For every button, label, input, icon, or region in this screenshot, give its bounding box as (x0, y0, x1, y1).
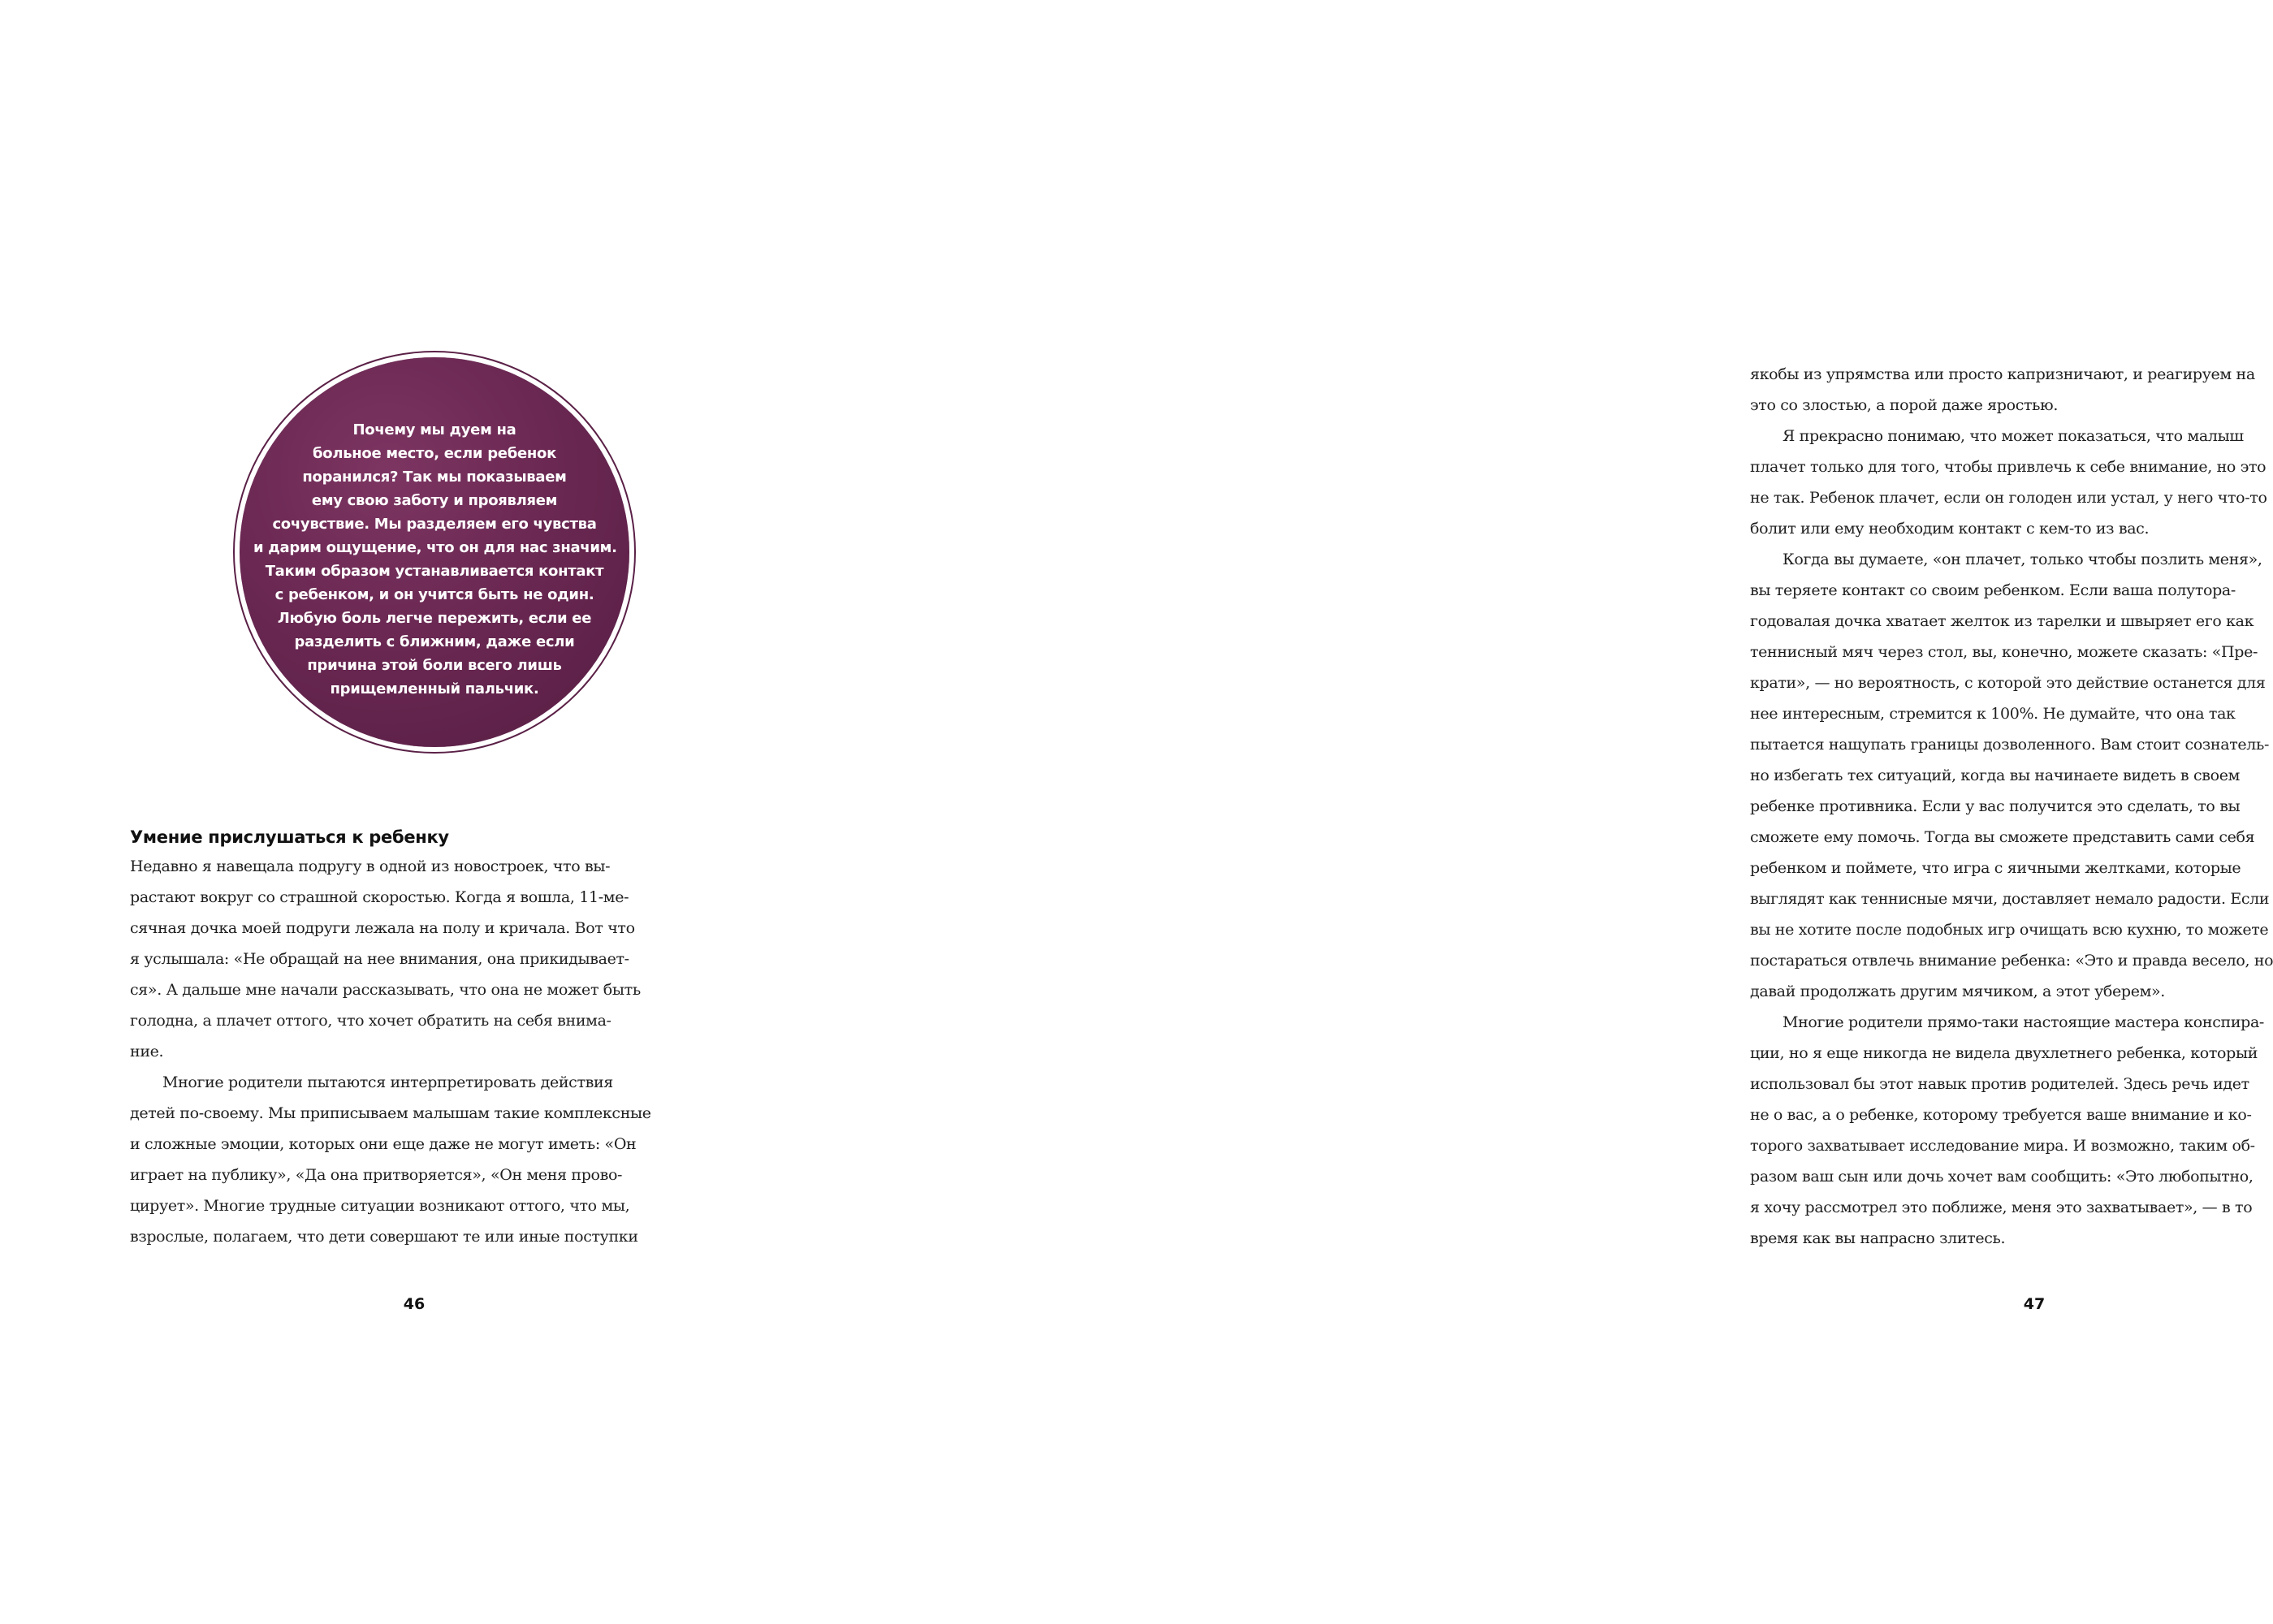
callout-line: и дарим ощущение, что он для нас значим. (253, 539, 617, 556)
text-line: детей по-своему. Мы приписываем малышам такие комплексные (130, 1104, 651, 1122)
text-line: якобы из упрямства или просто капризничают, и реагируем на (1750, 365, 2255, 383)
page-number: 47 (2023, 1295, 2046, 1313)
text-line: сможете ему помочь. Тогда вы сможете представить сами себя (1750, 828, 2255, 846)
text-line: годовалая дочка хватает желток из тарелки и швыряет его как (1750, 612, 2254, 630)
callout-text (253, 418, 616, 701)
text-line: плачет только для того, чтобы привлечь к себе внимание, но это (1750, 458, 2267, 476)
text-line: крати», — но вероятность, с которой это действие останется для (1750, 674, 2266, 692)
left-page (0, 0, 812, 1624)
text-line: ребенком и поймете, что игра с яичными желтками, которые (1750, 859, 2241, 877)
right-body-text (1750, 359, 2273, 1254)
text-line: голодна, а плачет оттого, что хочет обратить на себя внима- (130, 1012, 611, 1030)
callout-line: разделить с ближним, даже если (294, 633, 575, 650)
text-line: нее интересным, стремится к 100%. Не думайте, что она так (1750, 705, 2236, 723)
text-line: время как вы напрасно злитесь. (1750, 1229, 2006, 1247)
text-line: пытается нащупать границы дозволенного. Вам стоит сознатель- (1750, 736, 2270, 754)
callout-line: с ребенком, и он учится быть не один. (274, 586, 594, 603)
text-line: ребенке противника. Если у вас получится это сделать, то вы (1750, 797, 2241, 815)
text-line: цирует». Многие трудные ситуации возникают оттого, что мы, (130, 1197, 630, 1215)
callout-line: Таким образом устанавливается контакт (265, 563, 604, 580)
text-line: ции, но я еще никогда не видела двухлетнего ребенка, который (1750, 1044, 2258, 1062)
text-line: торого захватывает исследование мира. И возможно, таким об- (1750, 1137, 2255, 1155)
text-line: болит или ему необходим контакт с кем-то из вас. (1750, 520, 2150, 538)
text-line: я хочу рассмотрел это поближе, меня это захватывает», — в то (1750, 1199, 2253, 1216)
text-line: разом ваш сын или дочь хочет вам сообщить: «Это любопытно, (1750, 1168, 2254, 1186)
callout-line: причина этой боли всего лишь (307, 657, 562, 674)
text-line: вы не хотите после подобных игр очищать всю кухню, то можете (1750, 921, 2269, 939)
text-line: я услышала: «Не обращай на нее внимания, она прикидывает- (130, 950, 629, 968)
page-number: 46 (403, 1295, 426, 1313)
callout-line: поранился? Так мы показываем (302, 469, 567, 486)
callout-line: ему свою заботу и проявляем (311, 492, 558, 509)
callout-line: прищемленный пальчик. (330, 680, 539, 698)
text-line: постараться отвлечь внимание ребенка: «Это и правда весело, но (1750, 952, 2273, 970)
text-line: взрослые, полагаем, что дети совершают те или иные поступки (130, 1228, 638, 1246)
text-line: Многие родители прямо-таки настоящие мастера конспира- (1783, 1013, 2264, 1031)
text-line: Когда вы думаете, «он плачет, только чтобы позлить меня», (1783, 551, 2262, 568)
text-line: использовал бы этот навык против родителей. Здесь речь идет (1750, 1075, 2249, 1093)
text-line: растают вокруг со страшной скоростью. Когда я вошла, 11-ме- (130, 888, 629, 906)
text-line: вы теряете контакт со своим ребенком. Если ваша полутора- (1750, 581, 2236, 599)
left-body-text (130, 851, 651, 1252)
right-page (812, 0, 2273, 1624)
section-heading: Умение прислушаться к ребенку (130, 827, 449, 847)
text-line: и сложные эмоции, которых они еще даже не могут иметь: «Он (130, 1135, 637, 1153)
text-line: ние. (130, 1043, 164, 1060)
text-line: но избегать тех ситуаций, когда вы начинаете видеть в своем (1750, 767, 2241, 784)
callout-line: сочувствие. Мы разделяем его чувства (272, 516, 597, 533)
text-line: это со злостью, а порой даже яростью. (1750, 396, 2059, 414)
callout-line: Почему мы дуем на (352, 421, 516, 438)
text-line: сячная дочка моей подруги лежала на полу и кричала. Вот что (130, 919, 635, 937)
text-line: Я прекрасно понимаю, что может показаться, что малыш (1783, 427, 2244, 445)
callout-line: Любую боль легче пережить, если ее (277, 610, 592, 627)
callout-line: больное место, если ребенок (312, 445, 556, 462)
text-line: Недавно я навещала подругу в одной из новостроек, что вы- (130, 857, 611, 875)
text-line: теннисный мяч через стол, вы, конечно, можете сказать: «Пре- (1750, 643, 2258, 661)
text-line: не так. Ребенок плачет, если он голоден или устал, у него что-то (1750, 489, 2267, 507)
text-line: играет на публику», «Да она притворяется», «Он меня прово- (130, 1166, 623, 1184)
text-line: выглядят как теннисные мячи, доставляет немало радости. Если (1750, 890, 2270, 908)
text-line: Многие родители пытаются интерпретировать действия (162, 1073, 613, 1091)
text-line: давай продолжать другим мячиком, а этот уберем». (1750, 983, 2165, 1000)
text-line: ся». А дальше мне начали рассказывать, что она не может быть (130, 981, 641, 999)
text-line: не о вас, а о ребенке, которому требуется ваше внимание и ко- (1750, 1106, 2252, 1124)
